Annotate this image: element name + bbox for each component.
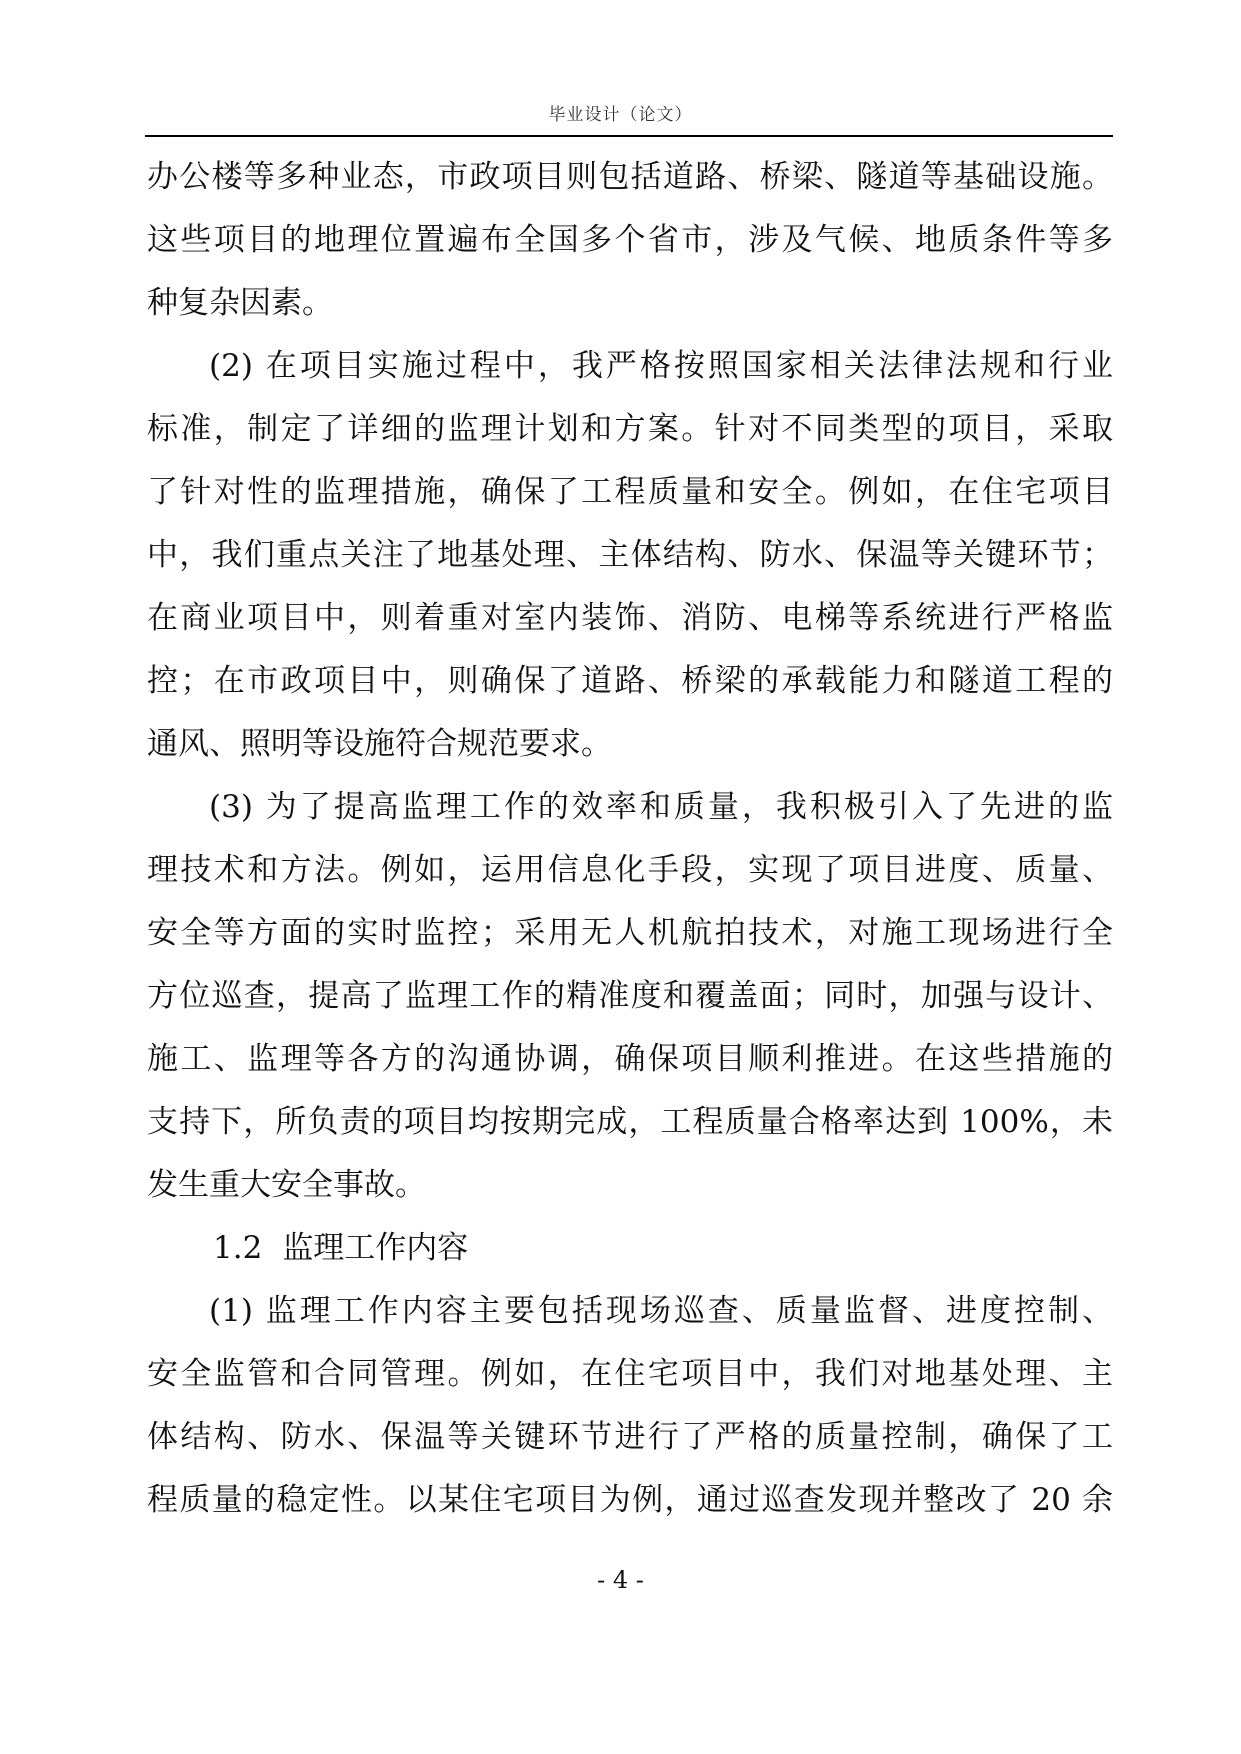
- paragraph-line: 办公楼等多种业态，市政项目则包括道路、桥梁、隧道等基础设施。: [147, 159, 1113, 195]
- paragraph-line: (2) 在项目实施过程中，我严格按照国家相关法律法规和行业: [209, 348, 1113, 384]
- section-heading: [147, 1217, 1113, 1280]
- header-divider: [145, 135, 1113, 137]
- body-text: [147, 146, 1113, 1532]
- paragraph-line: (3) 为了提高监理工作的效率和质量，我积极引入了先进的监: [209, 789, 1113, 825]
- paragraph-line: 了针对性的监理措施，确保了工程质量和安全。例如，在住宅项目: [147, 474, 1113, 510]
- section-number: 1.2: [213, 1230, 263, 1266]
- paragraph-line: 种复杂因素。: [147, 285, 333, 321]
- paragraph-line: 支持下，所负责的项目均按期完成，工程质量合格率达到 100%，未: [147, 1104, 1113, 1140]
- paragraph-line: 体结构、防水、保温等关键环节进行了严格的质量控制，确保了工: [147, 1419, 1113, 1455]
- paragraph-line: 在商业项目中，则着重对室内装饰、消防、电梯等系统进行严格监: [147, 600, 1113, 636]
- page-number: - 4 -: [597, 1566, 644, 1594]
- paragraph-line: 发生重大安全事故。: [147, 1167, 426, 1203]
- paragraph-line: 这些项目的地理位置遍布全国多个省市，涉及气候、地质条件等多: [147, 222, 1113, 258]
- paragraph-line: 安全等方面的实时监控；采用无人机航拍技术，对施工现场进行全: [147, 915, 1113, 951]
- paragraph-line: 通风、照明等设施符合规范要求。: [147, 726, 612, 762]
- section-title: 监理工作内容: [282, 1230, 469, 1266]
- paragraph-line: 程质量的稳定性。以某住宅项目为例，通过巡查发现并整改了 20 余: [147, 1482, 1113, 1518]
- paragraph-line: 中，我们重点关注了地基处理、主体结构、防水、保温等关键环节；: [147, 537, 1113, 573]
- paragraph-line: 理技术和方法。例如，运用信息化手段，实现了项目进度、质量、: [147, 852, 1113, 888]
- paragraph-line: 控；在市政项目中，则确保了道路、桥梁的承载能力和隧道工程的: [147, 663, 1113, 699]
- page-header: 毕业设计（论文）: [548, 105, 693, 125]
- paragraph-line: 安全监管和合同管理。例如，在住宅项目中，我们对地基处理、主: [147, 1356, 1113, 1392]
- paragraph-line: (1) 监理工作内容主要包括现场巡查、质量监督、进度控制、: [209, 1293, 1113, 1329]
- paragraph-line: 标准，制定了详细的监理计划和方案。针对不同类型的项目，采取: [147, 411, 1113, 447]
- paragraph-line: 方位巡查，提高了监理工作的精准度和覆盖面；同时，加强与设计、: [147, 978, 1113, 1014]
- paragraph-line: 施工、监理等各方的沟通协调，确保项目顺利推进。在这些措施的: [147, 1041, 1113, 1077]
